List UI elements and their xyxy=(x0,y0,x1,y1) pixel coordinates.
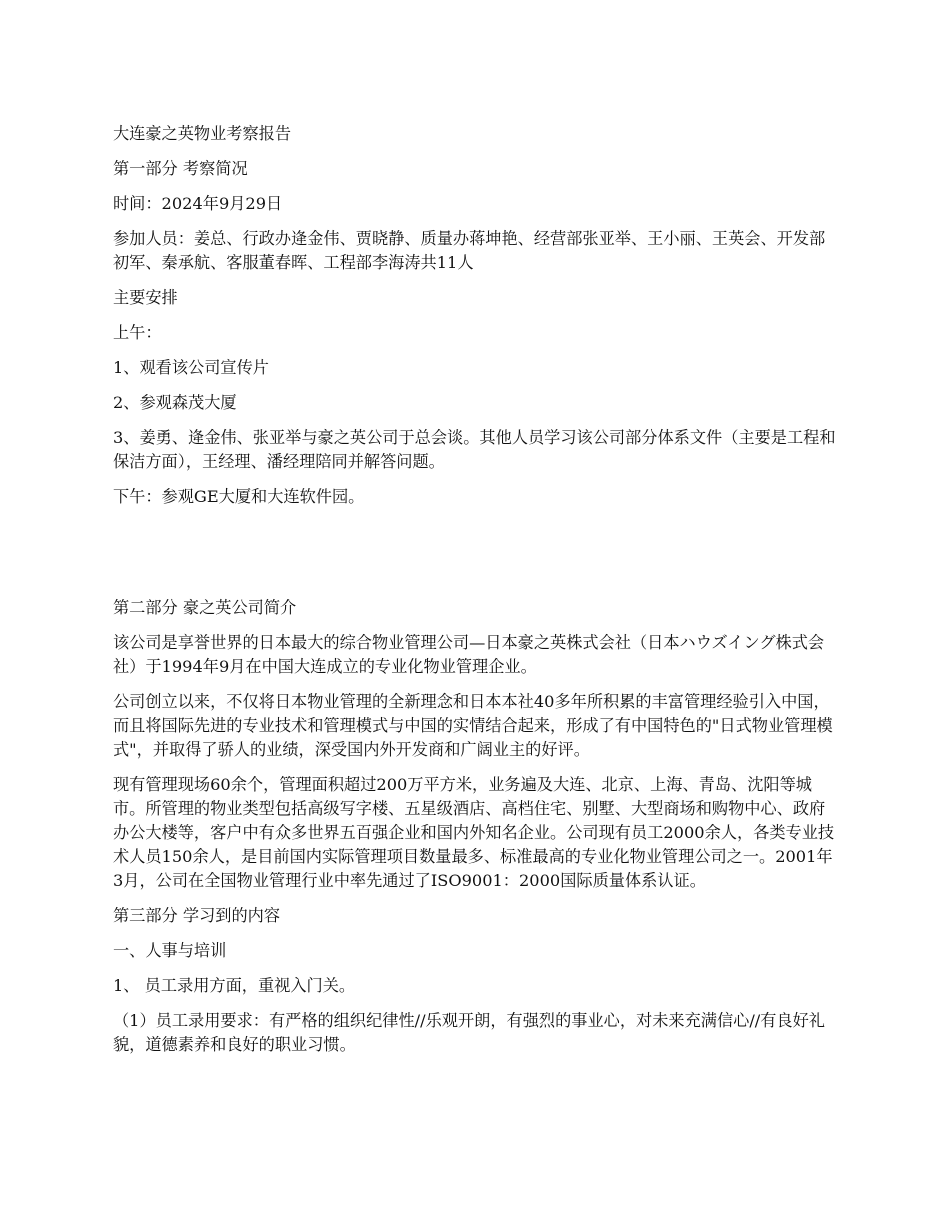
visit-time: 时间：2024年9月29日 xyxy=(113,194,283,213)
part2-heading: 第二部分 豪之英公司简介 xyxy=(113,598,297,617)
document-title: 大连豪之英物业考察报告 xyxy=(113,124,292,143)
participants: 参加人员：姜总、行政办逄金伟、贾晓静、质量办蒋坤艳、经营部张亚举、王小丽、王英会、开发部初军、秦承航、客服董春晖、工程部李海涛共11人 xyxy=(113,229,826,272)
schedule-heading: 主要安排 xyxy=(113,288,178,307)
part3-heading: 第三部分 学习到的内容 xyxy=(113,906,281,925)
section-heading: 一、人事与培训 xyxy=(113,941,227,960)
list-item: 1、 员工录用方面，重视入门关。 xyxy=(113,976,356,995)
company-paragraph: 公司创立以来，不仅将日本物业管理的全新理念和日本本社40多年所积累的丰富管理经验引入中国，而且将国际先进的专业技术和管理模式与中国的实情结合起来，形成了有中国特色的"日式物业管理模式"，并取得了骄人的业绩，深受国内外开发商和广阔业主的好评。 xyxy=(113,692,833,759)
morning-item: 3、姜勇、逄金伟、张亚举与豪之英公司于总会谈。其他人员学习该公司部分体系文件（主要是工程和保洁方面），王经理、潘经理陪同并解答问题。 xyxy=(113,428,836,471)
afternoon-schedule: 下午：参观GE大厦和大连软件园。 xyxy=(113,487,365,506)
company-paragraph: 现有管理现场60余个，管理面积超过200万平方米，业务遍及大连、北京、上海、青岛、沈阳等城市。所管理的物业类型包括高级写字楼、五星级酒店、高档住宅、别墅、大型商场和购物中心、政府办公大楼等，客户中有众多世界五百强企业和国内外知名企业。公司现有员工2000余人，各类专业技术人员150余人，是目前国内实际管理项目数量最多、标准最高的专业化物业管理公司之一。2001年3月，公司在全国物业管理行业中率先通过了ISO9001：2000国际质量体系认证。 xyxy=(113,775,835,890)
document-page xyxy=(113,122,841,1068)
part1-heading: 第一部分 考察简况 xyxy=(113,159,248,178)
morning-label: 上午： xyxy=(113,323,162,342)
section-spacer xyxy=(113,520,841,596)
sub-list-item: （1）员工录用要求：有严格的组织纪律性//乐观开朗，有强烈的事业心，对未来充满信心//有良好礼貌，道德素养和良好的职业习惯。 xyxy=(113,1011,825,1054)
company-paragraph: 该公司是享誉世界的日本最大的综合物业管理公司—日本豪之英株式会社（日本ハウズイング株式会社）于1994年9月在中国大连成立的专业化物业管理企业。 xyxy=(113,633,825,676)
morning-item: 2、参观森茂大厦 xyxy=(113,393,237,412)
morning-item: 1、观看该公司宣传片 xyxy=(113,358,269,377)
